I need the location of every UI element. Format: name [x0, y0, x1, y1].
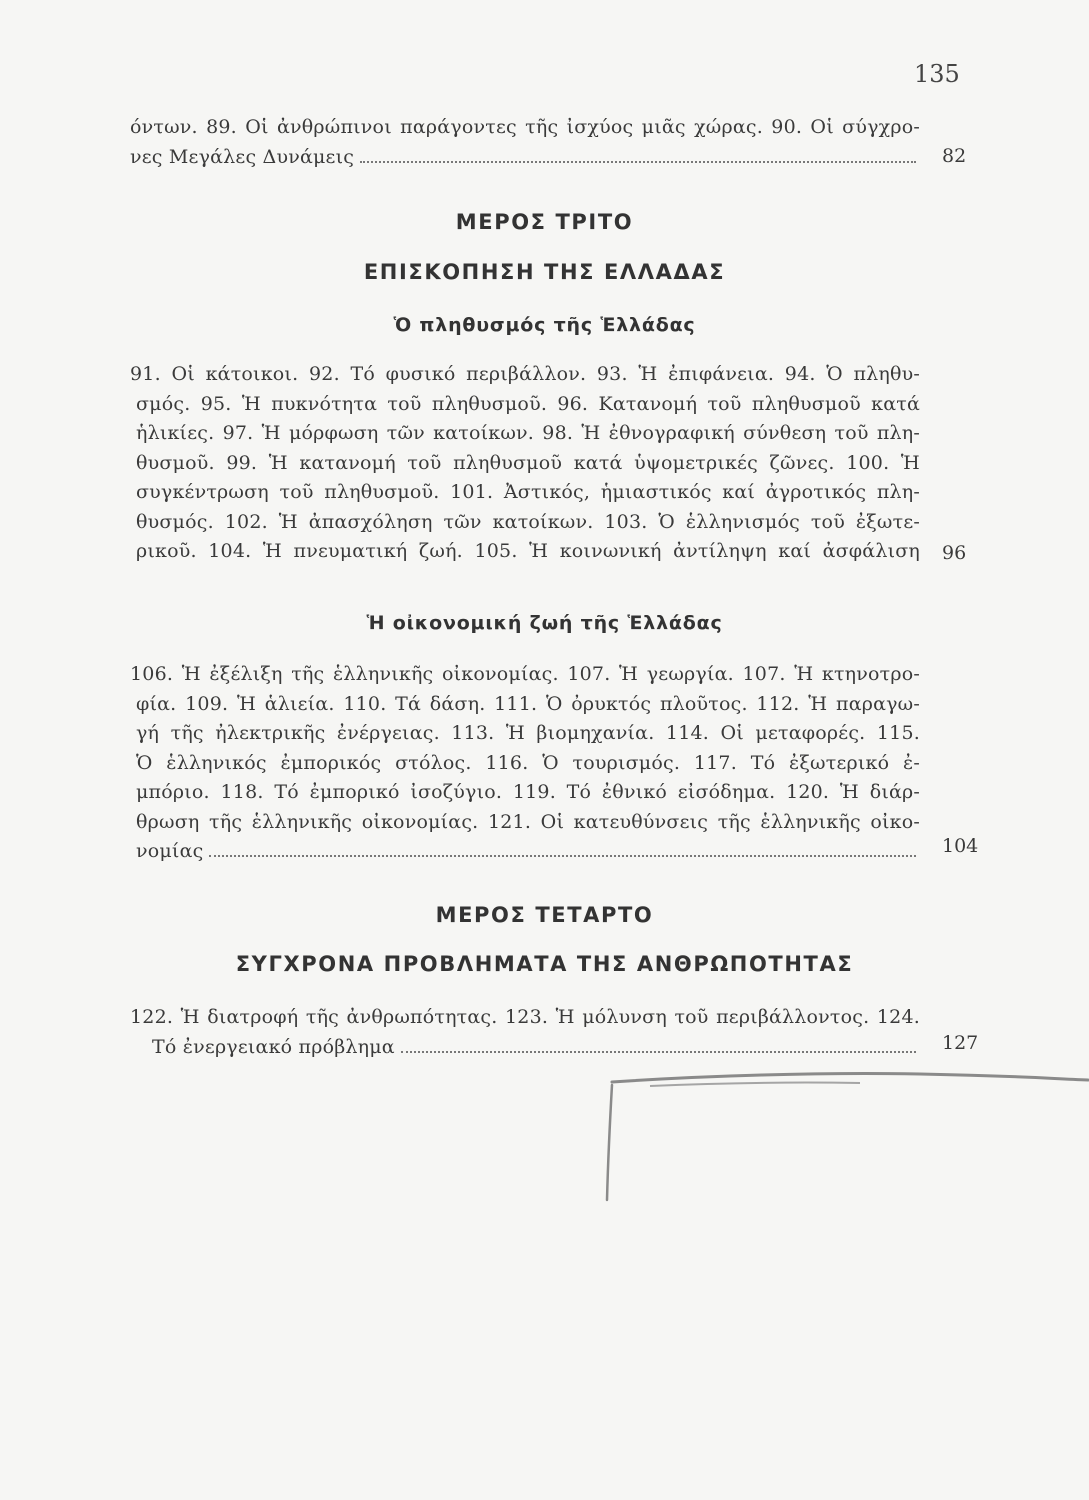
toc-entry-line: 91. Οἱ κάτοικοι. 92. Τό φυσικό περιβάλλον. 93. Ἡ ἐπιφάνεια. 94. Ὁ πληθυ-	[130, 363, 920, 385]
page-ref: 96	[942, 542, 967, 564]
toc-entry-line: 122. Ἡ διατροφή τῆς ἀνθρωπότητας. 123. Ἡ μόλυνση τοῦ περιβάλλοντος. 124.	[130, 1006, 920, 1028]
toc-entry-line: σμός. 95. Ἡ πυκνότητα τοῦ πληθυσμοῦ. 96. Κατανομή τοῦ πληθυσμοῦ κατά	[136, 392, 920, 415]
part-subtitle: ΣΥΓΧΡΟΝΑ ΠΡΟΒΛΗΜΑΤΑ ΤΗΣ ΑΝΘΡΩΠΟΤΗΤΑΣ	[235, 952, 854, 976]
page-ref: 104	[942, 835, 979, 857]
toc-entry-line: νες Μεγάλες Δυνάμεις	[130, 145, 355, 168]
toc-entry-line: 106. Ἡ ἐξέλιξη τῆς ἑλληνικῆς οἰκονομίας. 107. Ἡ γεωργία. 107. Ἡ κτηνοτρο-	[130, 663, 920, 685]
part-title: ΜΕΡΟΣ ΤΡΙΤΟ	[455, 210, 634, 234]
part-title: ΜΕΡΟΣ ΤΕΤΑΡΤΟ	[435, 903, 654, 927]
page-ref: 82	[942, 145, 967, 167]
toc-entry-line: φία. 109. Ἡ ἁλιεία. 110. Τά δάση. 111. Ὁ ὀρυκτός πλοῦτος. 112. Ἡ παραγω-	[136, 692, 920, 715]
toc-entry-line: ρικοῦ. 104. Ἡ πνευματική ζωή. 105. Ἡ κοινωνική ἀντίληψη καί ἀσφάλιση	[136, 540, 920, 562]
toc-entry-line: νομίας	[136, 840, 204, 862]
section-heading: Ἡ οἰκονομική ζωή τῆς Ἑλλάδας	[366, 612, 723, 634]
toc-entry-line: θυσμός. 102. Ἡ ἀπασχόληση τῶν κατοίκων. 103. Ὁ ἑλληνισμός τοῦ ἐξωτε-	[136, 510, 920, 533]
toc-entry-line: μπόριο. 118. Τό ἐμπορικό ἰσοζύγιο. 119. Τό ἐθνικό εἰσόδημα. 120. Ἡ διάρ-	[136, 781, 920, 803]
toc-entry-line: Τό ἐνεργειακό πρόβλημα	[152, 1035, 395, 1058]
toc-entry-line: θυσμοῦ. 99. Ἡ κατανομή τοῦ πληθυσμοῦ κατά ὑψομετρικές ζῶνες. 100. Ἡ	[136, 451, 920, 474]
toc-entry-line: όντων. 89. Οἱ ἀνθρώπινοι παράγοντες τῆς ἰσχύος μιᾶς χώρας. 90. Οἱ σύγχρο-	[130, 116, 920, 138]
toc-entry-line: θρωση τῆς ἑλληνικῆς οἰκονομίας. 121. Οἱ κατευθύνσεις τῆς ἑλληνικῆς οἰκο-	[136, 810, 920, 833]
page-ref: 127	[942, 1032, 979, 1054]
toc-entry-line: συγκέντρωση τοῦ πληθυσμοῦ. 101. Ἀστικός, ἡμιαστικός καί ἀγροτικός πλη-	[136, 481, 920, 503]
section-heading: Ὁ πληθυσμός τῆς Ἑλλάδας	[393, 314, 696, 336]
toc-entry-line: ἡλικίες. 97. Ἡ μόρφωση τῶν κατοίκων. 98. Ἡ ἐθνογραφική σύνθεση τοῦ πλη-	[136, 422, 920, 444]
toc-entry-line: Ὁ ἑλληνικός ἐμπορικός στόλος. 116. Ὁ τουρισμός. 117. Τό ἐξωτερικό ἐ-	[136, 751, 920, 774]
page-number: 135	[914, 60, 960, 88]
toc-entry-line: γή τῆς ἠλεκτρικῆς ἐνέργειας. 113. Ἡ βιομηχανία. 114. Οἱ μεταφορές. 115.	[136, 722, 920, 744]
part-subtitle: ΕΠΙΣΚΟΠΗΣΗ ΤΗΣ ΕΛΛΑΔΑΣ	[363, 260, 726, 284]
